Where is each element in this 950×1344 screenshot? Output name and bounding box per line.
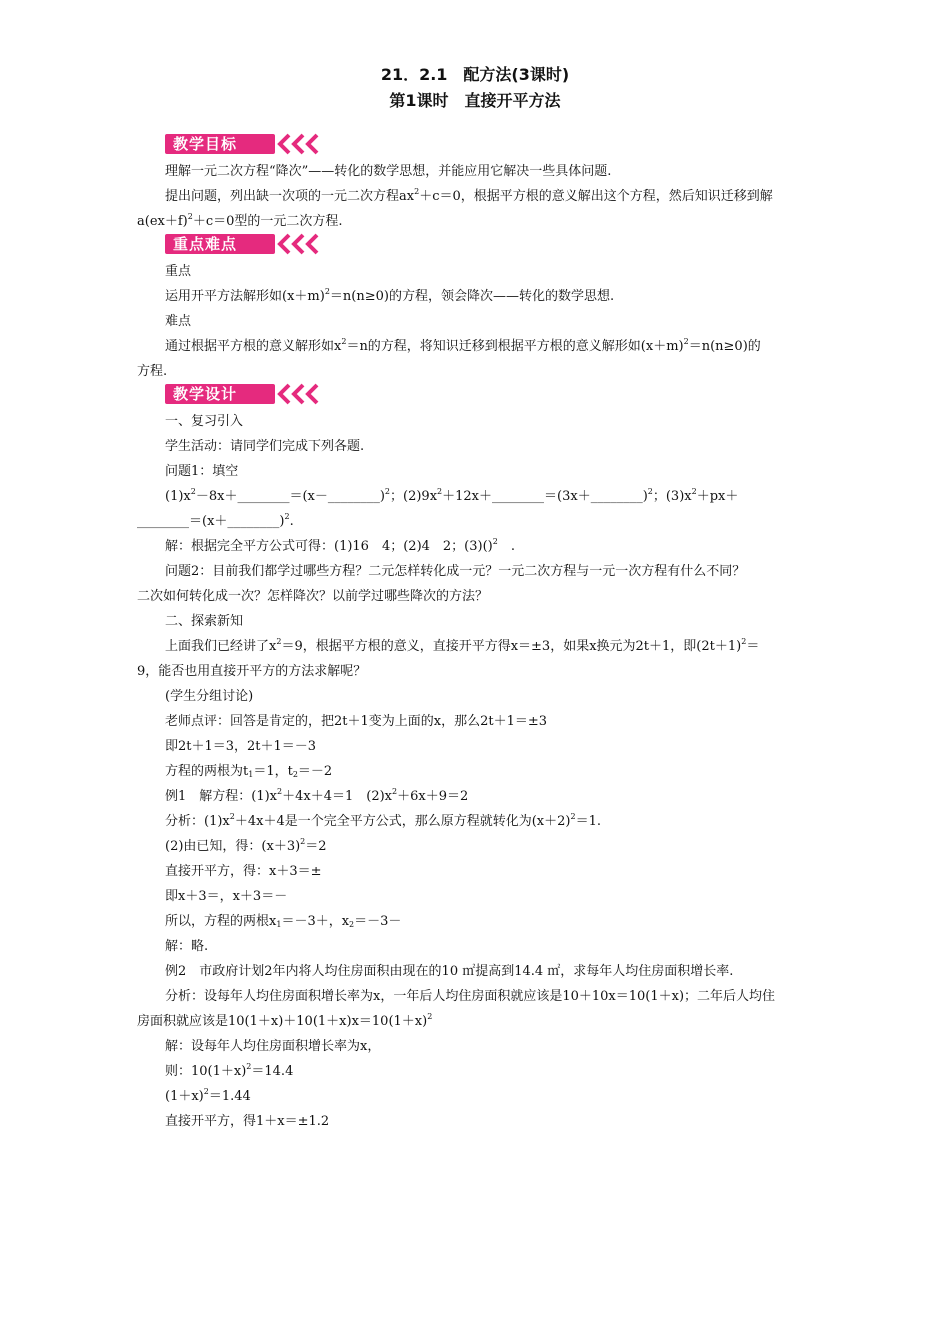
banner-label: 教学目标 bbox=[173, 135, 238, 153]
explore-text-cont: 9，能否也用直接开平方的方法求解呢？ bbox=[137, 664, 367, 679]
key-label: 重点 bbox=[165, 264, 192, 279]
analysis-example-2-cont: 房面积就应该是$10(1+x)+10(1+x)x=10(1+x)^2$ bbox=[137, 1012, 433, 1029]
solution-2-eq2: $(1+x)^2=1.44$ bbox=[165, 1087, 251, 1104]
section-banner-key bbox=[165, 232, 335, 256]
page-subtitle: 第1课时 直接开平方法 bbox=[389, 91, 561, 110]
question-1: 问题1：填空 bbox=[165, 464, 239, 479]
group-discussion: (学生分组讨论) bbox=[165, 689, 254, 704]
difficulty-text: 通过根据平方根的意义解形如$x^2=n$的方程，将知识迁移到根据平方根的意义解形如$(x+m)^2=n(n\ge 0)$的 bbox=[165, 337, 761, 354]
banner-label: 教学设计 bbox=[173, 385, 238, 403]
question-1-items-cont: ________＝(x＋________)$^2$. bbox=[137, 512, 294, 529]
difficulty-label: 难点 bbox=[165, 314, 192, 329]
teacher-comment: 老师点评：回答是肯定的，把2t＋1变为上面的x，那么2t＋1＝±3 bbox=[165, 714, 548, 729]
student-activity: 学生活动：请同学们完成下列各题. bbox=[165, 439, 365, 454]
question-2: 问题2：目前我们都学过哪些方程？二元怎样转化成一元？一元二次方程与一元一次方程有什么不同？ bbox=[165, 564, 746, 579]
goal-line-2: 提出问题，列出缺一次项的一元二次方程$ax^2+c=0$，根据平方根的意义解出这个方程，然后知识迁移到解 bbox=[165, 187, 773, 204]
page-title: 21．2.1 配方法(3课时) bbox=[380, 65, 570, 84]
key-text: 运用开平方法解形如$(x+m)^2=n(n\ge 0)$的方程，领会降次——转化的数学思想. bbox=[165, 287, 615, 304]
solution-2-intro: 解：设每年人均住房面积增长率为x， bbox=[165, 1039, 381, 1054]
solution-2-eq3: 直接开平方，得1＋x＝±1.2 bbox=[165, 1114, 330, 1129]
triple-chevron-left-icon bbox=[277, 233, 329, 255]
analysis-2: (2)由已知，得：$(x+3)^2=2$ bbox=[165, 837, 327, 854]
roots-result: 所以，方程的两根$x_1=-3+$，$x_2=-3-$ bbox=[165, 914, 402, 929]
section-banner-goals bbox=[165, 132, 335, 156]
example-1: 例1 解方程：$(1)x^2+4x+4=1$ $(2)x^2+6x+9=2$ bbox=[165, 787, 469, 804]
section-heading-explore: 二、探索新知 bbox=[165, 614, 244, 629]
answer-1: 解：根据完全平方公式可得：(1)16 4；(2)4 2；(3)()$^2$ . bbox=[165, 537, 515, 554]
sqrt-result: 即x＋3＝，x＋3＝－ bbox=[165, 889, 288, 904]
explore-text: 上面我们已经讲了$x^2=9$，根据平方根的意义，直接开平方得x＝±3，如果x换元为2t＋1，即$(2t+1)^2=$ bbox=[165, 637, 760, 654]
goal-line-3: $a(ex+f)^2+c=0$型的一元二次方程. bbox=[137, 212, 343, 229]
analysis-1: 分析：$(1)x^2+4x+4$是一个完全平方公式，那么原方程就转化为$(x+2)^2=1$. bbox=[165, 812, 601, 829]
solution-2-eq1: 则：$10(1+x)^2=14.4$ bbox=[165, 1062, 294, 1079]
question-2-cont: 二次如何转化成一次？怎样降次？以前学过哪些降次的方法？ bbox=[137, 589, 489, 604]
example-2: 例2 市政府计划2年内将人均住房面积由现在的10 ㎡提高到14.4 ㎡，求每年人均住房面积增长率. bbox=[165, 964, 734, 979]
banner-label: 重点难点 bbox=[173, 235, 238, 253]
analysis-example-2: 分析：设每年人均住房面积增长率为x，一年后人均住房面积就应该是10＋10x＝10(1＋x)；二年后人均住 bbox=[165, 989, 776, 1004]
sqrt-step: 直接开平方，得：x＋3＝± bbox=[165, 864, 322, 879]
triple-chevron-left-icon bbox=[277, 133, 329, 155]
roots-line: 方程的两根为$t_1=1$，$t_2=-2$ bbox=[165, 764, 333, 779]
section-banner-design bbox=[165, 382, 335, 406]
section-heading-review: 一、复习引入 bbox=[165, 414, 244, 429]
question-1-items: $(1)x^2-8x+\_\_\_\_\_\_\_\_=(x-\_\_\_\_\_\_\_\_)^2$；$(2)9x^2+12x+\_\_\_\_\_\_\_\_=(3x+\_\_\_\_\_\_\_\_)^2$；$(3)x^2+px+$ bbox=[165, 487, 739, 504]
solution-omitted: 解：略. bbox=[165, 939, 209, 954]
equation-line: 即2t＋1＝3，2t＋1＝－3 bbox=[165, 739, 317, 754]
goal-line-1: 理解一元二次方程“降次”——转化的数学思想，并能应用它解决一些具体问题. bbox=[165, 164, 612, 179]
triple-chevron-left-icon bbox=[277, 383, 329, 405]
difficulty-text-cont: 方程. bbox=[137, 364, 168, 379]
